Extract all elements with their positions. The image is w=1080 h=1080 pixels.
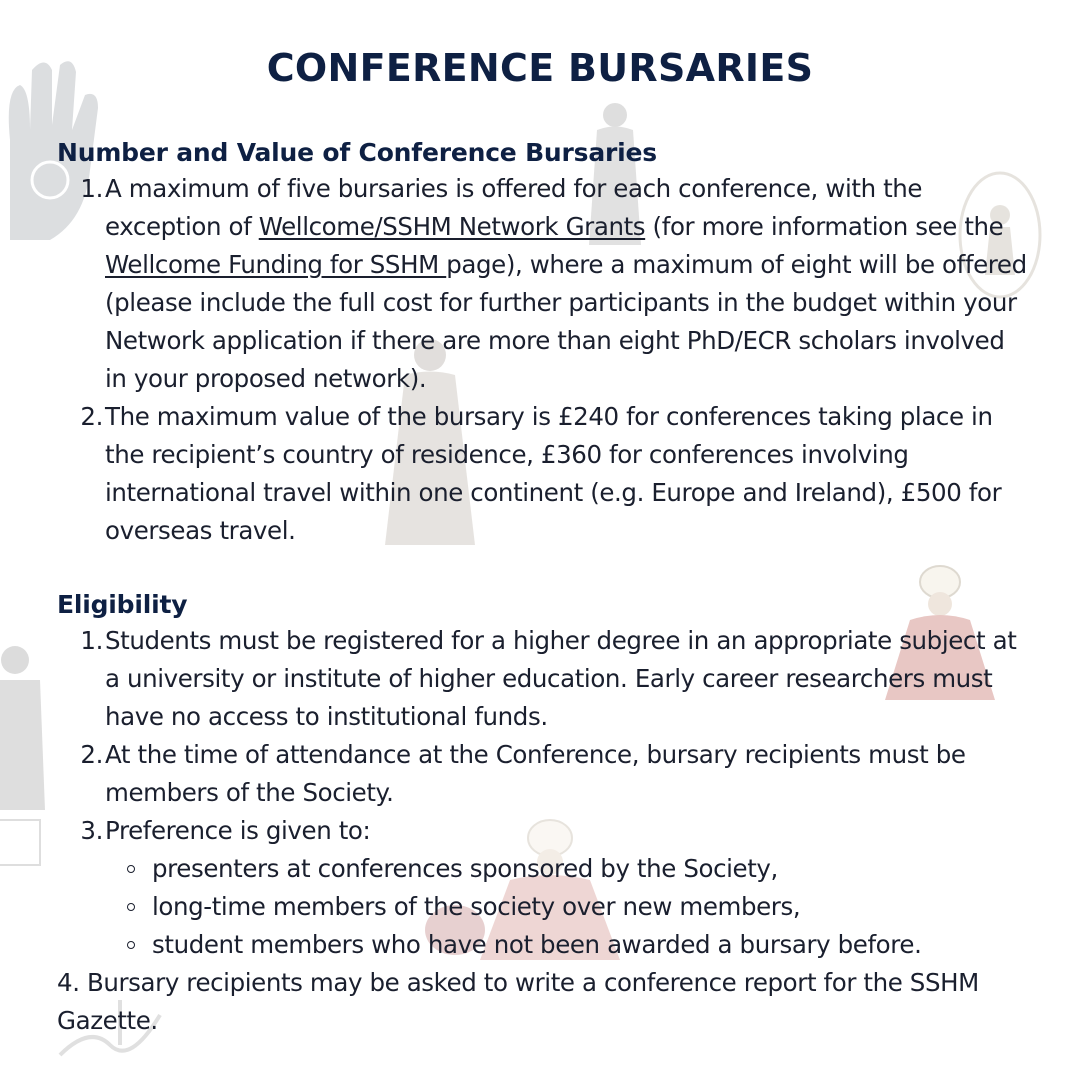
page-title: CONFERENCE BURSARIES <box>266 46 814 90</box>
list-text: The maximum value of the bursary is £240 for conferences taking place in the recipient’s country of residence, £360 for conferences involving international travel within one continent (e.g. Europe and Ireland), £500 for overseas travel. <box>105 402 1002 545</box>
section-spacer <box>57 550 1032 588</box>
bullet-text: presenters at conferences sponsored by the Society, <box>152 854 778 883</box>
hollow-bullet-icon <box>127 865 135 873</box>
list-item <box>57 812 1032 964</box>
bullet-text: student members who have not been awarded a bursary before. <box>152 930 922 959</box>
content-area <box>57 136 1032 1040</box>
list-item <box>57 622 1032 736</box>
list-number: 2. <box>80 402 103 431</box>
list-number: 1. <box>80 174 103 203</box>
section-heading-eligibility: Eligibility <box>57 590 188 619</box>
bullet-text: long-time members of the society over new members, <box>152 892 801 921</box>
list-text: At the time of attendance at the Conference, bursary recipients must be members of the Society. <box>105 740 966 807</box>
list-number: 2. <box>80 740 103 769</box>
number-value-list <box>57 170 1032 550</box>
list-text: A maximum of five bursaries is offered for each conference, with the exception of <box>105 174 923 241</box>
list-number: 1. <box>80 626 103 655</box>
list-item <box>57 398 1032 550</box>
list-text: page), where a maximum of eight will be offered (please include the full cost for further participants in the budget within your Network application if there are more than eight PhD/ECR scholars involved in your proposed network). <box>105 250 1027 393</box>
gazette-report-paragraph: 4. Bursary recipients may be asked to write a conference report for the SSHM Gazette. <box>57 968 979 1035</box>
wellcome-sshm-network-grants-link[interactable]: Wellcome/SSHM Network Grants <box>258 212 646 241</box>
preference-bullet-list <box>105 850 1032 964</box>
hollow-bullet-icon <box>127 903 135 911</box>
left-edge-figure-illustration <box>0 630 60 870</box>
list-text: Students must be registered for a higher degree in an appropriate subject at a university or institute of higher education. Early career researchers must have no access to institutional funds. <box>105 626 1017 731</box>
wellcome-funding-link[interactable]: Wellcome Funding for SSHM <box>105 250 447 279</box>
eligibility-list <box>57 622 1032 964</box>
bullet-item <box>105 926 1032 964</box>
list-text: Preference is given to: <box>105 816 371 845</box>
list-item <box>57 170 1032 398</box>
list-item <box>57 736 1032 812</box>
bullet-item <box>105 850 1032 888</box>
section-heading-number-value: Number and Value of Conference Bursaries <box>57 138 657 167</box>
list-number: 3. <box>80 816 103 845</box>
bullet-item <box>105 888 1032 926</box>
hollow-bullet-icon <box>127 941 135 949</box>
list-text: (for more information see the <box>645 212 1004 241</box>
